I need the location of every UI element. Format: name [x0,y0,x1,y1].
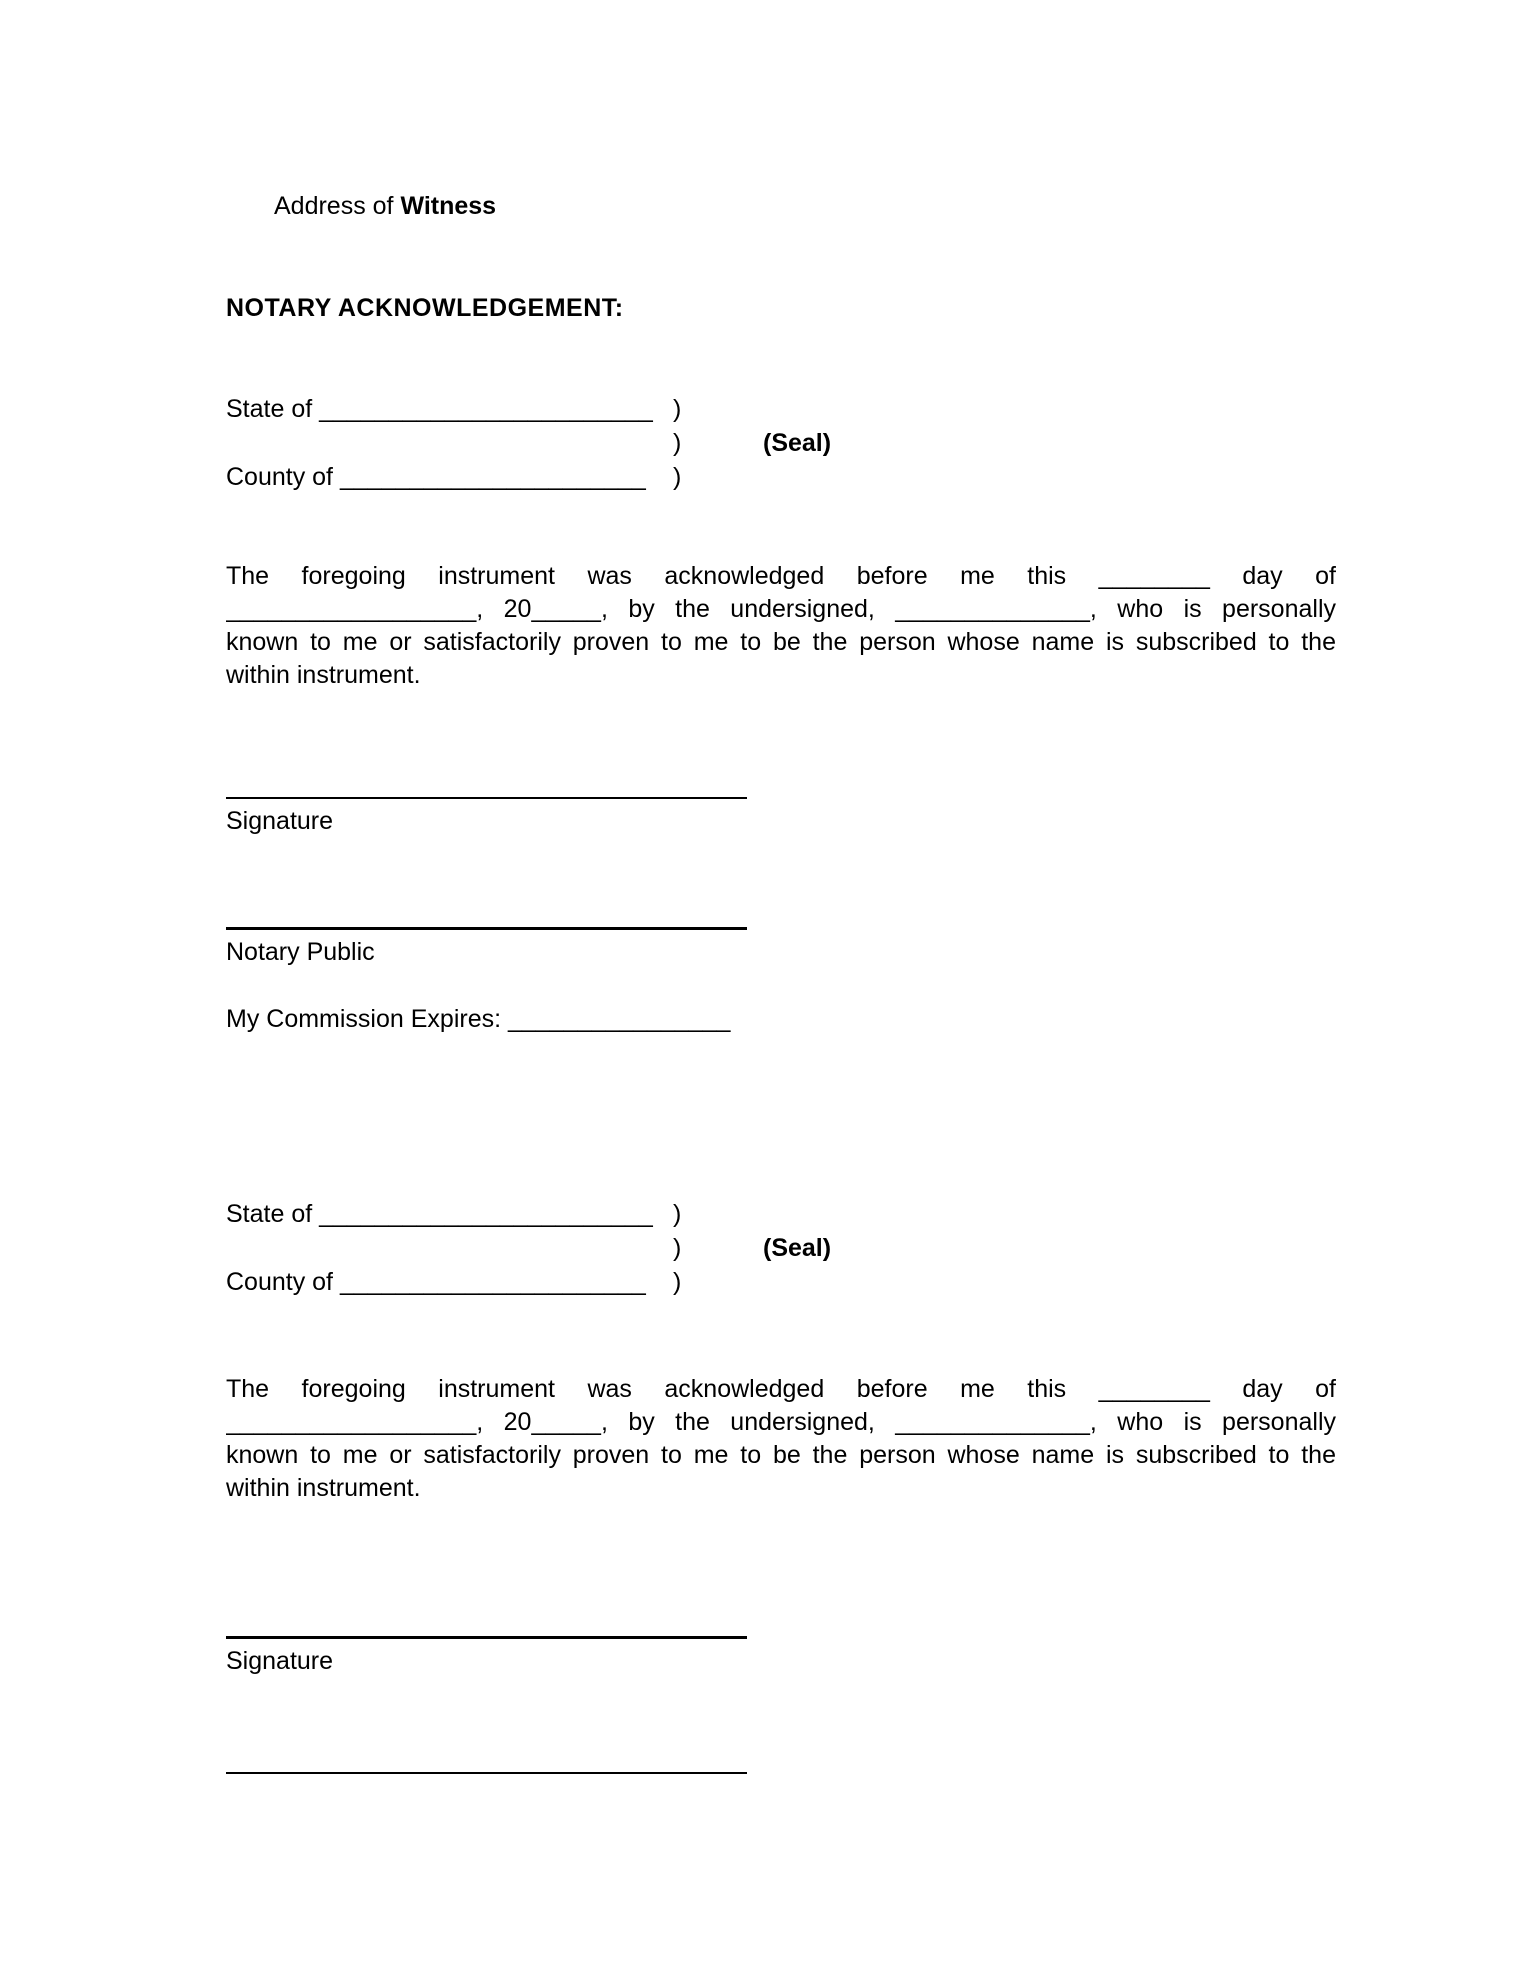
state-blank-field: ________________________ [319,1200,653,1228]
county-of-field [226,1265,673,1299]
witness-label: Witness [400,192,497,220]
signature-line [226,1636,747,1639]
paragraph-line: The foregoing instrument was acknowledged before me this ________ day of [226,562,1336,590]
state-row [226,392,1344,426]
seal-label: (Seal) [763,429,832,457]
bottom-blank-line [226,1772,747,1774]
state-of-label: State of [226,1200,320,1228]
county-blank-field: ______________________ [339,1268,646,1296]
signature-label: Signature [226,807,334,835]
closing-paren: ) [673,395,682,423]
notary-acknowledgement-heading: NOTARY ACKNOWLEDGEMENT: [226,294,624,322]
notary-public-line [226,927,747,930]
closing-paren: ) [673,1268,682,1296]
state-county-block [226,392,1344,494]
county-blank-field: ______________________ [339,463,646,491]
county-of-label: County of [226,463,340,491]
closing-paren: ) [673,463,682,491]
acknowledgement-paragraph [226,1373,1336,1505]
address-of-witness-line [274,190,1344,223]
county-row [226,460,1344,494]
notary-section-1 [226,392,1344,1036]
commission-blank-field: ________________ [508,1005,731,1033]
county-of-field [226,460,673,494]
acknowledgement-paragraph [226,560,1336,692]
closing-paren: ) [673,1234,682,1262]
closing-paren: ) [673,1200,682,1228]
paragraph-line: within instrument. [226,1474,421,1502]
state-row [226,1197,1344,1231]
seal-row [226,1231,1344,1265]
seal-row [226,426,1344,460]
paragraph-line: The foregoing instrument was acknowledged before me this ________ day of [226,1375,1336,1403]
address-of-label: Address of [274,192,401,220]
state-of-field [226,1197,673,1231]
state-of-label: State of [226,395,320,423]
commission-expires-label: My Commission Expires: [226,1005,508,1033]
notary-public-label: Notary Public [226,938,375,966]
state-of-field [226,392,673,426]
closing-paren: ) [673,429,682,457]
paragraph-line: known to me or satisfactorily proven to me to be the person whose name is subscribed to the [226,1441,1336,1469]
county-of-label: County of [226,1268,340,1296]
signature-label: Signature [226,1647,334,1675]
paragraph-line: __________________, 20_____, by the undersigned, ______________, who is personally [226,1408,1336,1436]
commission-expires-row [226,1003,1344,1036]
state-blank-field: ________________________ [319,395,653,423]
paragraph-line: __________________, 20_____, by the undersigned, ______________, who is personally [226,595,1336,623]
paragraph-line: known to me or satisfactorily proven to me to be the person whose name is subscribed to the [226,628,1336,656]
notary-section-2 [226,1197,1344,1774]
state-county-block [226,1197,1344,1299]
county-row [226,1265,1344,1299]
paragraph-line: within instrument. [226,661,421,689]
signature-line [226,797,747,799]
seal-label: (Seal) [763,1234,832,1262]
